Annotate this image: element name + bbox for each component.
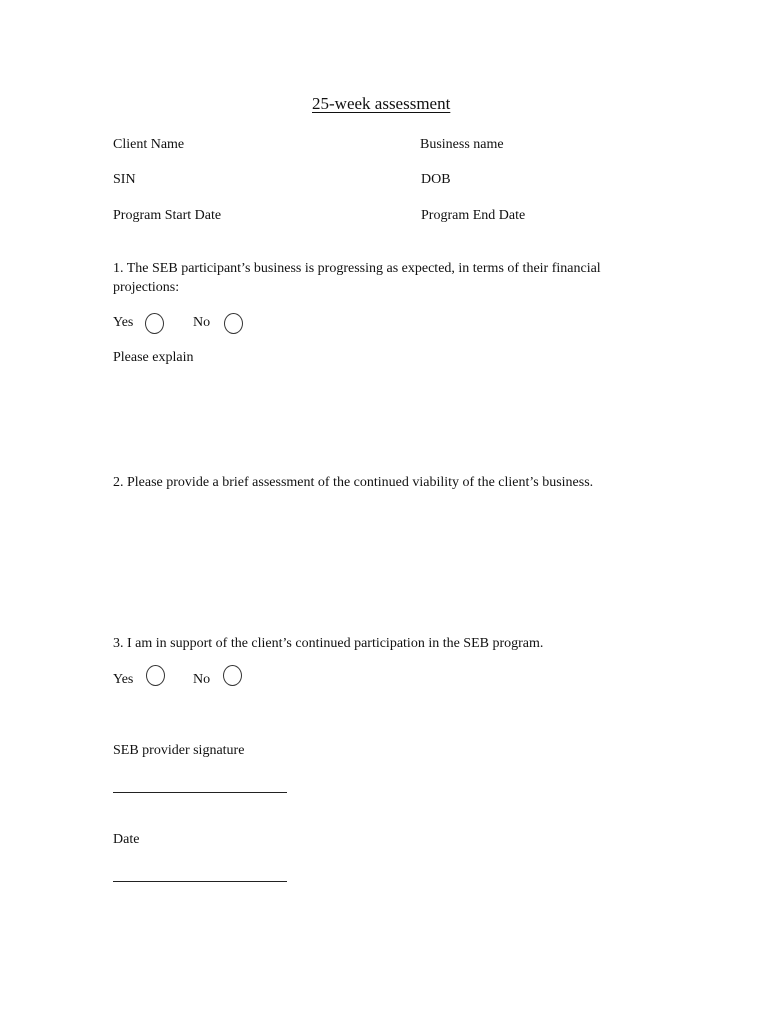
sin-label: SIN	[113, 172, 136, 187]
question-1-text: 1. The SEB participant’s business is progressing as expected, in terms of their financial projections:	[113, 261, 601, 295]
date-label: Date	[113, 832, 140, 847]
signature-label: SEB provider signature	[113, 743, 245, 758]
program-start-date-label: Program Start Date	[113, 208, 222, 223]
q3-yes-label: Yes	[113, 672, 134, 687]
q1-yes-radio[interactable]	[145, 313, 164, 334]
signature-line[interactable]	[113, 792, 287, 793]
dob-label: DOB	[421, 172, 451, 187]
client-name-label: Client Name	[113, 137, 185, 152]
q1-no-label: No	[193, 315, 211, 330]
date-line[interactable]	[113, 881, 287, 882]
business-name-label: Business name	[420, 137, 504, 152]
q3-no-radio[interactable]	[223, 665, 242, 686]
question-3-text: 3. I am in support of the client’s continued participation in the SEB program.	[113, 636, 544, 651]
q1-explain-label: Please explain	[113, 350, 194, 365]
page-title: 25-week assessment	[312, 94, 451, 113]
program-end-date-label: Program End Date	[421, 208, 526, 223]
q1-no-radio[interactable]	[224, 313, 243, 334]
q3-no-label: No	[193, 672, 211, 687]
q1-yes-label: Yes	[113, 315, 134, 330]
question-2-text: 2. Please provide a brief assessment of the continued viability of the client’s business.	[113, 475, 594, 490]
q3-yes-radio[interactable]	[146, 665, 165, 686]
